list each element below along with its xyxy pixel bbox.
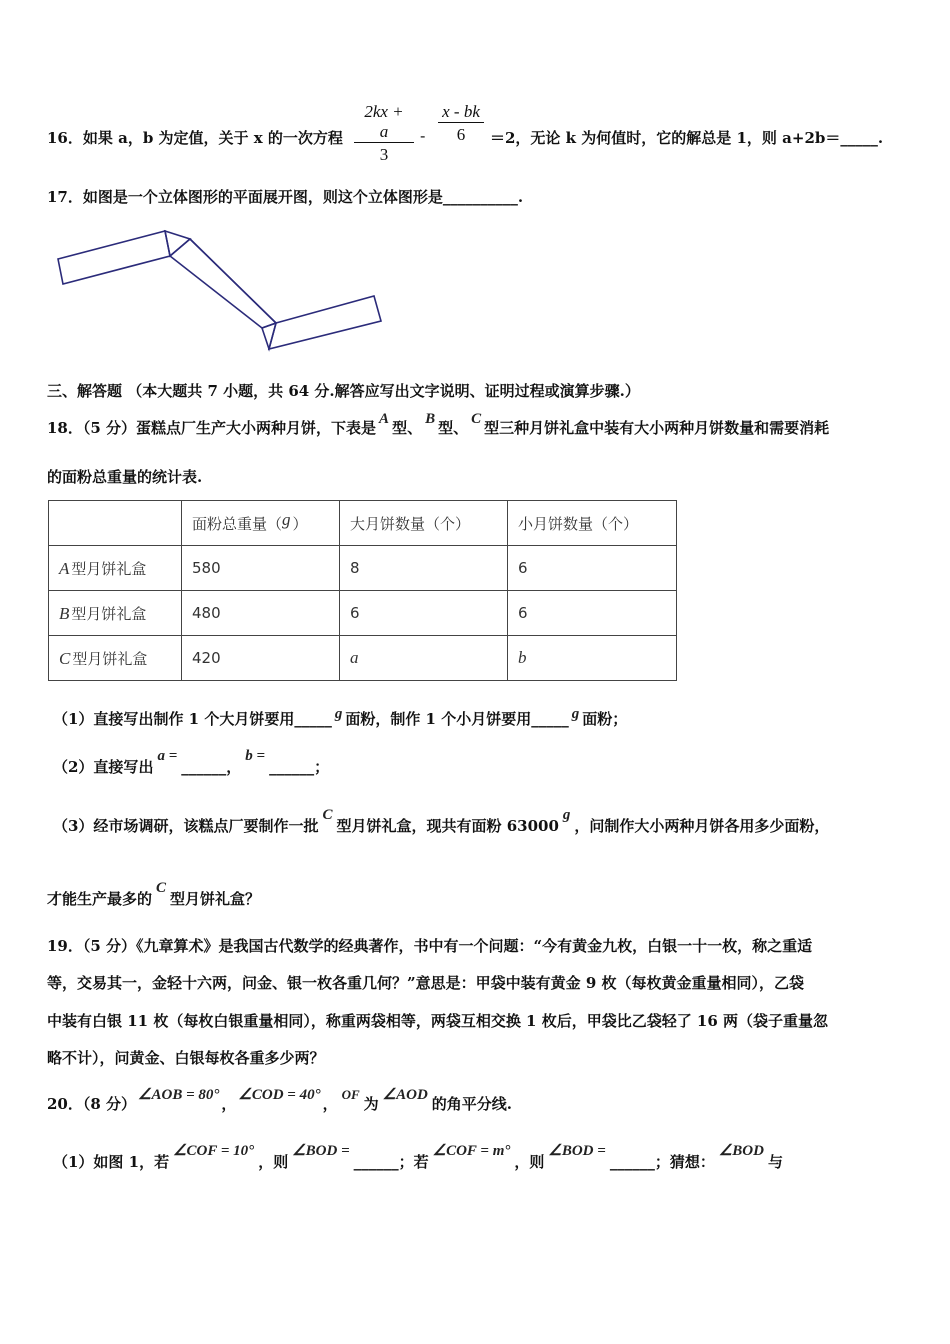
q20-sub1-a: （1）如图 1，若 (53, 1153, 170, 1171)
table-cell-type-var: A (59, 558, 70, 578)
table-header-big: 大月饼数量（个） (340, 501, 508, 546)
q19-line-3: 中装有白银 11 枚（每枚白银重量相同），称重两袋相等，两袋互相交换 1 枚后，甲袋比乙袋轻了 16 两（袋子重量忽 (47, 1012, 829, 1030)
table-row (49, 636, 677, 681)
table-header-flour-close: ） (292, 514, 308, 533)
table-cell-type-label: 型月饼礼盒 (71, 604, 147, 623)
table-cell-small: 6 (508, 546, 677, 591)
q18-sub1-blank-2: _____ (531, 710, 569, 728)
table-header-row (49, 501, 677, 546)
q20-sub1-c: ；若 (398, 1153, 429, 1171)
table-cell-type (49, 591, 182, 636)
prism-net-figure (50, 222, 390, 357)
q18-sub3-c: ，问制作大小两种月饼各用多少面粉， (574, 817, 830, 835)
q17-blank: __________ (442, 188, 518, 206)
table-cell-type (49, 636, 182, 681)
q18-sub2 (53, 748, 330, 777)
q18-sub3-line2-var-c: C (156, 880, 167, 896)
q18-sub3-var-c: C (322, 807, 333, 823)
q18-sub2-b-var: b = (245, 748, 266, 764)
q18-var-c: C (471, 411, 482, 427)
net-left-rectangle (58, 231, 170, 284)
q20-sub1-cof1: ∠COF = 10° (173, 1143, 255, 1159)
net-top-triangle (165, 231, 190, 256)
q18-sub3-b: 型月饼礼盒，现共有面粉 63000 (336, 817, 559, 835)
q20-ray-of: OF (341, 1087, 360, 1102)
q16-fraction-1 (354, 102, 414, 165)
q16-frac1-numerator: 2kx + a (354, 102, 414, 143)
q20-angle-aod: ∠AOD (382, 1087, 428, 1103)
q20-sub1-b: ，则 (258, 1153, 289, 1171)
table-cell-flour: 420 (182, 636, 340, 681)
q20-line1 (47, 1087, 513, 1114)
table-cell-big: 6 (340, 591, 508, 636)
q20-angle-cod: ∠COD = 40° (238, 1087, 321, 1103)
q20-sub1-f: 与 (767, 1153, 783, 1171)
table-cell-big (340, 636, 508, 681)
q18-rest: 型三种月饼礼盒中装有大小两种月饼数量和需要消耗 (484, 419, 830, 437)
table-row (49, 546, 677, 591)
q18-line2: 的面粉总重量的统计表. (47, 468, 203, 486)
q18-sub2-blank-b: ______ (269, 758, 315, 776)
q18-sub2-end: ； (314, 758, 330, 776)
q20-sub1 (53, 1143, 783, 1172)
q18-type1: 型、 (392, 419, 423, 437)
q18-sub3-a: （3）经市场调研，该糕点厂要制作一批 (53, 817, 319, 835)
table-header-flour-label: 面粉总重量（ (192, 514, 283, 533)
table-cell-small: 6 (508, 591, 677, 636)
q18-line1 (47, 411, 830, 438)
q18-sub2-comma: ， (226, 758, 242, 776)
q18-var-a: A (379, 411, 390, 427)
q18-var-b: B (425, 411, 436, 427)
q18-sub1-a: （1）直接写出制作 1 个大月饼要用 (53, 710, 295, 728)
q16-blank: _____ (840, 129, 878, 147)
section-3-title: 三、解答题 （本大题共 7 小题，共 64 分.解答应写出文字说明、证明过程或演算步骤.） (47, 382, 640, 400)
q20-comma-2: ， (322, 1095, 338, 1113)
table-header-flour (182, 501, 340, 546)
q18-sub1-unit-1: g (334, 706, 343, 722)
q16-frac2-numerator: x - bk (438, 102, 484, 123)
q17-end: . (517, 188, 524, 206)
mooncake-stats-table (48, 500, 677, 681)
q18-sub1-b: 面粉，制作 1 个小月饼要用 (345, 710, 532, 728)
q18-prefix: 18．（5 分）蛋糕点厂生产大小两种月饼，下表是 (47, 419, 377, 437)
q19-line-4: 略不计），问黄金、白银每枚各重多少两？ (47, 1049, 325, 1067)
table-cell-small (508, 636, 677, 681)
q20-sub1-e: ；猜想： (654, 1153, 715, 1171)
q19-line-1: 19．（5 分）《九章算术》是我国古代数学的经典著作，书中有一个问题：“今有黄金九枚，白银一十一枚，称之重适 (47, 937, 813, 955)
q16-suffix-text: ＝2，无论 k 为何值时，它的解总是 1，则 a+2b＝ (490, 129, 841, 147)
q20-sub1-blank-2: ______ (609, 1153, 655, 1171)
q16-fraction-2 (432, 102, 490, 145)
net-bottom-triangle (262, 323, 276, 349)
table-header-flour-unit: g (282, 509, 291, 529)
q20-end: 的角平分线. (431, 1095, 513, 1113)
q20-sub1-bod-1: ∠BOD = (292, 1143, 350, 1159)
q16-suffix (490, 127, 883, 148)
q20-sub1-bod-2: ∠BOD = (548, 1143, 606, 1159)
q17-text (47, 186, 523, 207)
q18-sub3-unit: g (562, 807, 571, 823)
q20-sub1-cof2: ∠COF = m° (432, 1143, 511, 1159)
q20-comma-1: ， (221, 1095, 237, 1113)
q20-prefix: 20．（8 分） (47, 1095, 137, 1113)
q18-sub1-c: 面粉； (582, 710, 628, 728)
table-row (49, 591, 677, 636)
q20-sub1-blank-1: ______ (353, 1153, 399, 1171)
q16-frac1-denominator: 3 (379, 145, 389, 164)
table-cell-big-var: a (350, 648, 359, 667)
q18-sub3-line2 (47, 880, 261, 909)
table-header-empty (49, 501, 182, 546)
q18-sub3-line2a: 才能生产最多的 (47, 890, 153, 908)
q18-type2: 型、 (438, 419, 469, 437)
table-cell-flour: 480 (182, 591, 340, 636)
net-right-rectangle (269, 296, 381, 349)
q17-question: 17．如图是一个立体图形的平面展开图，则这个立体图形是 (47, 188, 443, 206)
table-header-small: 小月饼数量（个） (508, 501, 677, 546)
q16-frac2-denominator: 6 (456, 125, 466, 144)
q20-angle-aob: ∠AOB = 80° (138, 1087, 220, 1103)
q18-sub1 (53, 708, 627, 729)
q18-sub1-unit-2: g (571, 706, 580, 722)
table-cell-type-label: 型月饼礼盒 (71, 559, 147, 578)
table-cell-type (49, 546, 182, 591)
table-cell-type-var: C (59, 648, 71, 668)
q18-sub3-line1 (53, 807, 830, 836)
q20-wei: 为 (363, 1095, 379, 1113)
q16-prefix: 16．如果 a，b 为定值，关于 x 的一次方程 (47, 129, 343, 147)
table-cell-flour: 580 (182, 546, 340, 591)
q20-sub1-d: ，则 (514, 1153, 545, 1171)
q16-minus: - (420, 126, 426, 145)
table-cell-type-label: 型月饼礼盒 (72, 649, 148, 668)
table-cell-small-var: b (518, 648, 527, 667)
table-cell-big: 8 (340, 546, 508, 591)
q18-sub2-blank-a: ______ (181, 758, 227, 776)
q19-line-2: 等，交易其一，金轻十六两，问金、银一枚各重几何？”意思是：甲袋中装有黄金 9 枚（每枚黄金重量相同），乙袋 (47, 974, 805, 992)
table-cell-type-var: B (59, 603, 70, 623)
q18-sub3-line2b: 型月饼礼盒？ (170, 890, 261, 908)
q18-sub2-a: （2）直接写出 (53, 758, 154, 776)
q18-sub2-a-var: a = (157, 748, 178, 764)
q16-end: . (877, 129, 884, 147)
q18-sub1-blank-1: _____ (294, 710, 332, 728)
net-middle-face-1 (170, 239, 276, 328)
q20-sub1-bod-3: ∠BOD (718, 1143, 764, 1159)
